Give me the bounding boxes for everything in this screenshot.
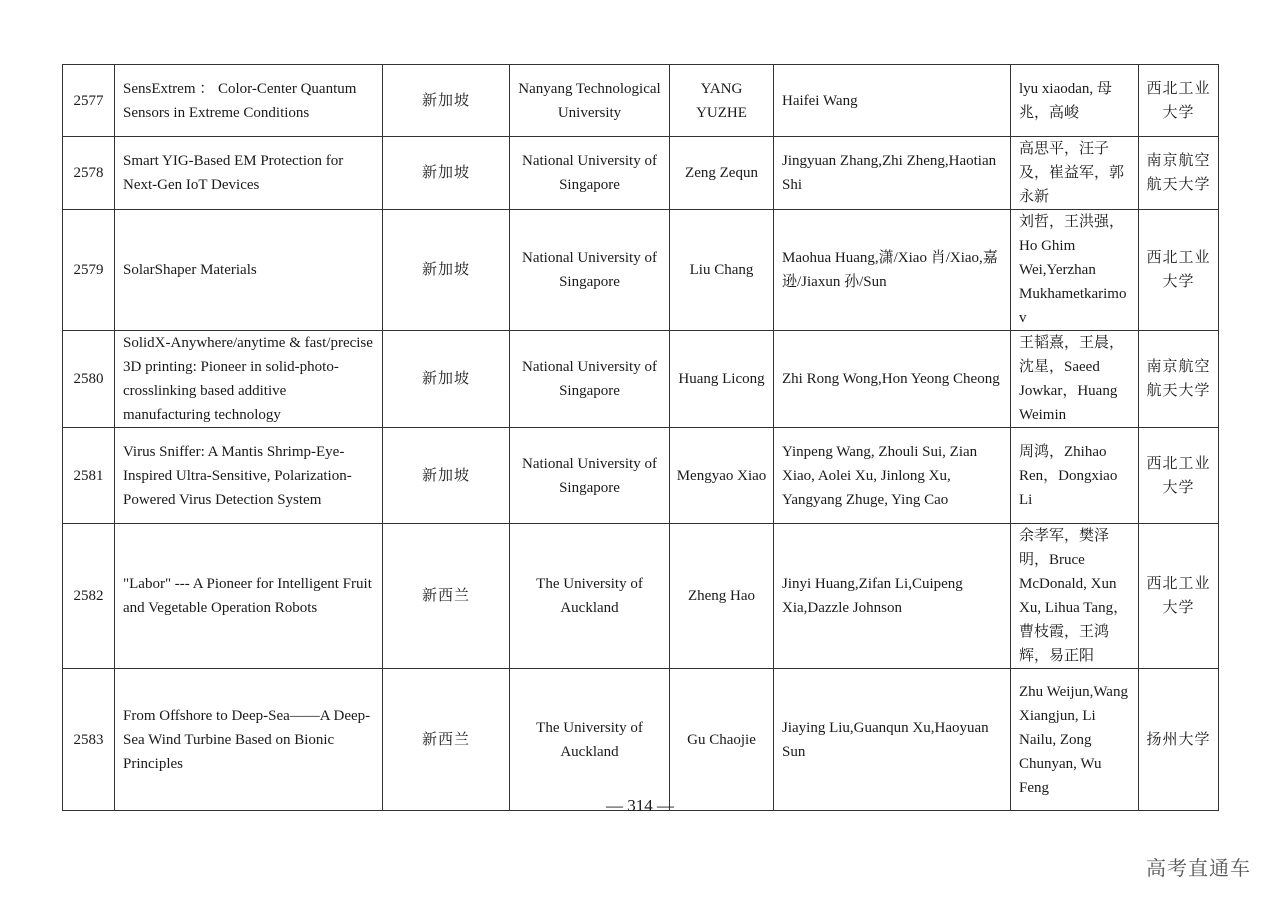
row-number: 2578 (63, 137, 115, 210)
team-leader: YANG YUZHE (670, 65, 774, 137)
partner-university: 扬州大学 (1139, 669, 1219, 811)
team-members: Jiaying Liu,Guanqun Xu,Haoyuan Sun (774, 669, 1011, 811)
country: 新西兰 (383, 669, 510, 811)
page-number: — 314 — (606, 796, 674, 815)
row-number: 2577 (63, 65, 115, 137)
country: 新加坡 (383, 65, 510, 137)
team-members: Zhi Rong Wong,Hon Yeong Cheong (774, 331, 1011, 428)
country: 新加坡 (383, 137, 510, 210)
advisors: Zhu Weijun,Wang Xiangjun, Li Nailu, Zong Chunyan, Wu Feng (1011, 669, 1139, 811)
project-title: "Labor" --- A Pioneer for Intelligent Fruit and Vegetable Operation Robots (115, 524, 383, 669)
table-row (63, 524, 1219, 669)
advisors: lyu xiaodan, 母兆，高峻 (1011, 65, 1139, 137)
project-title: SolarShaper Materials (115, 210, 383, 331)
team-leader: Zeng Zequn (670, 137, 774, 210)
row-number: 2580 (63, 331, 115, 428)
project-table (62, 64, 1219, 811)
project-title: Virus Sniffer: A Mantis Shrimp-Eye-Inspired Ultra-Sensitive, Polarization-Powered Virus Detection System (115, 428, 383, 524)
country: 新加坡 (383, 428, 510, 524)
table-row (63, 210, 1219, 331)
project-title: From Offshore to Deep-Sea——A Deep-Sea Wind Turbine Based on Bionic Principles (115, 669, 383, 811)
team-leader: Gu Chaojie (670, 669, 774, 811)
table-row (63, 65, 1219, 137)
team-members: Jingyuan Zhang,Zhi Zheng,Haotian Shi (774, 137, 1011, 210)
row-number: 2583 (63, 669, 115, 811)
team-leader: Mengyao Xiao (670, 428, 774, 524)
team-members: Jinyi Huang,Zifan Li,Cuipeng Xia,Dazzle Johnson (774, 524, 1011, 669)
partner-university: 西北工业大学 (1139, 524, 1219, 669)
university: National University of Singapore (510, 331, 670, 428)
table-row (63, 137, 1219, 210)
university: National University of Singapore (510, 210, 670, 331)
country: 新加坡 (383, 331, 510, 428)
team-members: Yinpeng Wang, Zhouli Sui, Zian Xiao, Aolei Xu, Jinlong Xu, Yangyang Zhuge, Ying Cao (774, 428, 1011, 524)
partner-university: 西北工业大学 (1139, 65, 1219, 137)
team-members: Maohua Huang,潇/Xiao 肖/Xiao,嘉逊/Jiaxun 孙/Sun (774, 210, 1011, 331)
project-title: Smart YIG-Based EM Protection for Next-Gen IoT Devices (115, 137, 383, 210)
university: National University of Singapore (510, 137, 670, 210)
advisors: 余孝军，樊泽明，Bruce McDonald, Xun Xu, Lihua Tang，曹枝霞，王鸿辉，易正阳 (1011, 524, 1139, 669)
row-number: 2581 (63, 428, 115, 524)
advisors: 王韬熹，王晨，沈星，Saeed Jowkar，Huang Weimin (1011, 331, 1139, 428)
advisors: 高思平，汪子及，崔益军，郭永新 (1011, 137, 1139, 210)
project-title: SensExtrem ： Color-Center Quantum Sensors in Extreme Conditions (115, 65, 383, 137)
partner-university: 西北工业大学 (1139, 210, 1219, 331)
watermark: 高考直通车 (1146, 856, 1251, 880)
table-row (63, 669, 1219, 811)
advisors: 刘哲，王洪强，Ho Ghim Wei,Yerzhan Mukhametkarimov (1011, 210, 1139, 331)
team-leader: Zheng Hao (670, 524, 774, 669)
partner-university: 西北工业大学 (1139, 428, 1219, 524)
country: 新加坡 (383, 210, 510, 331)
partner-university: 南京航空航天大学 (1139, 331, 1219, 428)
row-number: 2582 (63, 524, 115, 669)
partner-university: 南京航空航天大学 (1139, 137, 1219, 210)
university: The University of Auckland (510, 669, 670, 811)
country: 新西兰 (383, 524, 510, 669)
table-body (63, 65, 1219, 811)
team-members: Haifei Wang (774, 65, 1011, 137)
advisors: 周鸿，Zhihao Ren，Dongxiao Li (1011, 428, 1139, 524)
team-leader: Liu Chang (670, 210, 774, 331)
row-number: 2579 (63, 210, 115, 331)
table-row (63, 428, 1219, 524)
university: Nanyang Technological University (510, 65, 670, 137)
team-leader: Huang Licong (670, 331, 774, 428)
table-row (63, 331, 1219, 428)
university: National University of Singapore (510, 428, 670, 524)
university: The University of Auckland (510, 524, 670, 669)
project-title: SolidX-Anywhere/anytime & fast/precise 3D printing: Pioneer in solid-photo-crosslinking based additive manufacturing technology (115, 331, 383, 428)
